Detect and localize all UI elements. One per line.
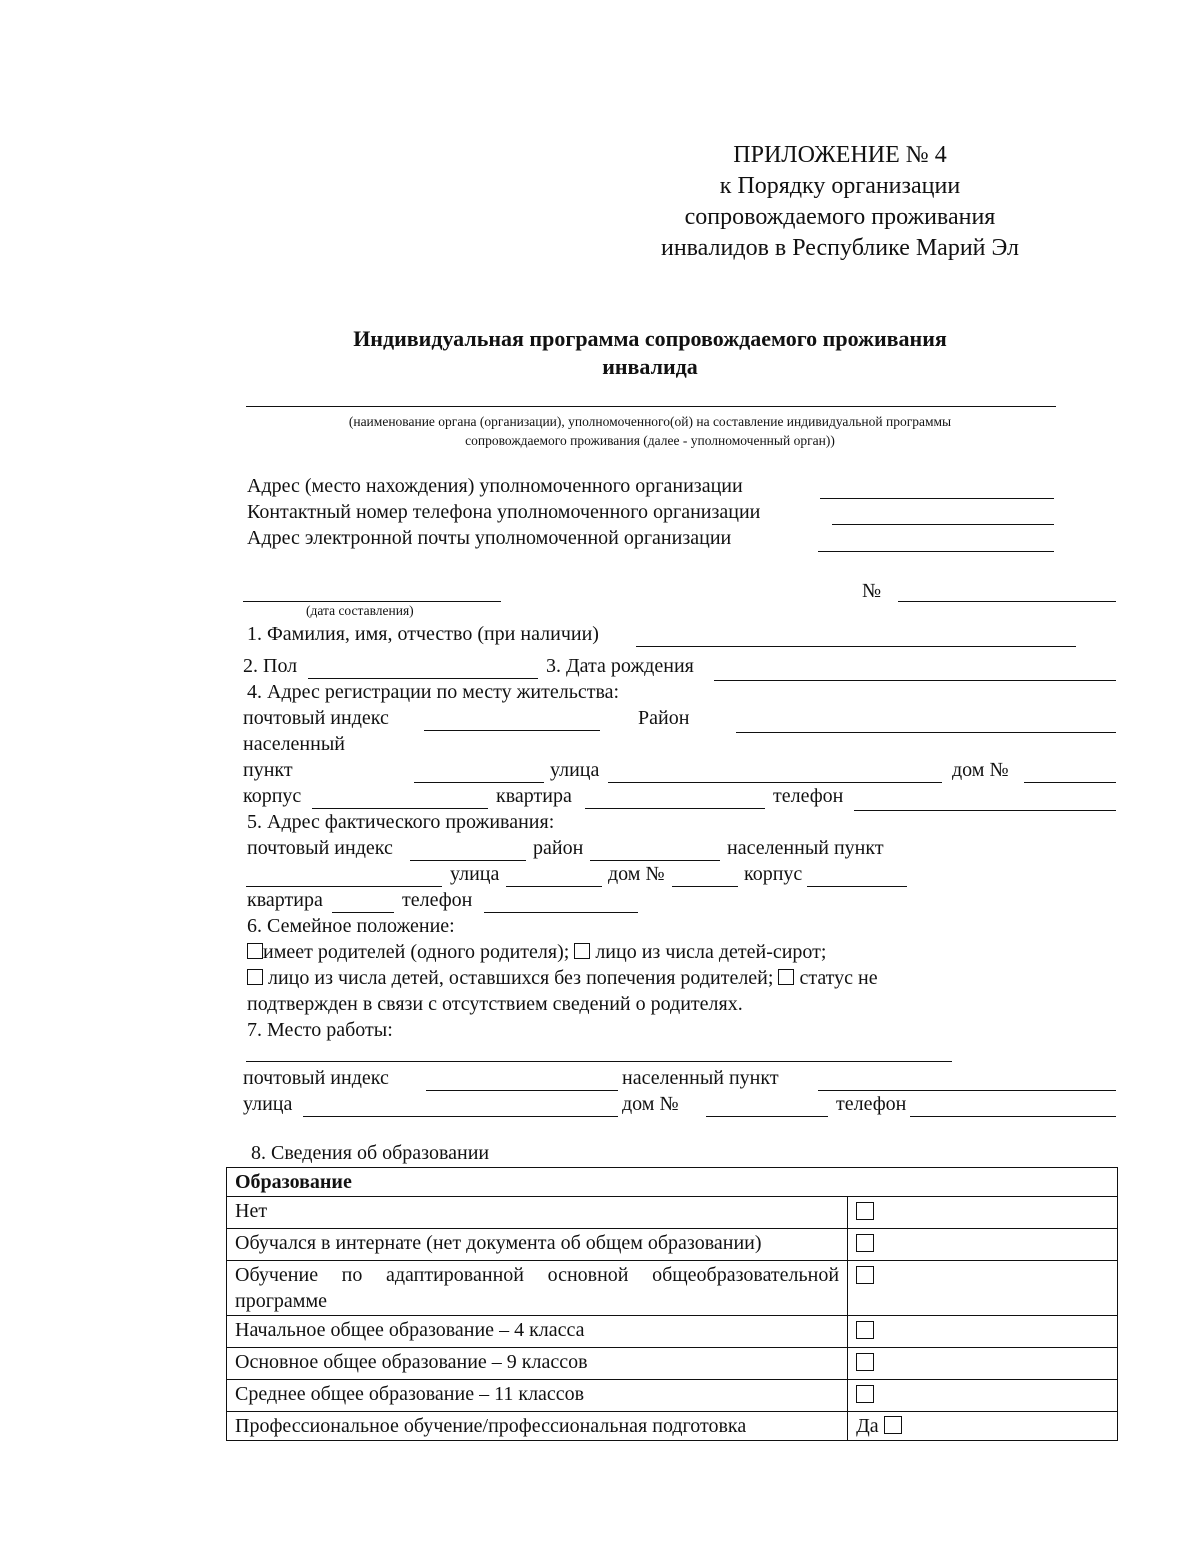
reg-address-label: 4. Адрес регистрации по месту жительства: — [247, 681, 620, 703]
education-secondary-checkbox[interactable] — [856, 1385, 874, 1403]
number-field[interactable] — [898, 601, 1116, 602]
reg-settlement-label-a: населенный — [243, 733, 345, 755]
date-caption: (дата составления) — [306, 603, 414, 618]
education-none-checkbox[interactable] — [856, 1202, 874, 1220]
fact-house-label: дом № — [608, 863, 665, 885]
education-option-label: Среднее общее образование – 11 классов — [227, 1380, 848, 1412]
education-table-header-row — [227, 1168, 1118, 1197]
org-address-field[interactable] — [820, 498, 1054, 499]
fio-label: 1. Фамилия, имя, отчество (при наличии) — [247, 623, 599, 645]
education-primary-checkbox[interactable] — [856, 1321, 874, 1339]
document-title — [240, 325, 1060, 381]
reg-building-label: корпус — [243, 785, 302, 807]
family-no-care-label: лицо из числа детей, оставшихся без попечения родителей; — [268, 967, 774, 989]
education-boarding-checkbox[interactable] — [856, 1234, 874, 1252]
reg-district-field[interactable] — [736, 732, 1116, 733]
reg-district-label: Район — [638, 707, 690, 729]
reg-street-label: улица — [550, 759, 600, 781]
work-phone-field[interactable] — [910, 1116, 1116, 1117]
fact-building-label: корпус — [744, 863, 803, 885]
education-option-cell — [848, 1229, 1118, 1261]
fact-apartment-label: квартира — [247, 889, 323, 911]
work-name-field[interactable] — [246, 1061, 952, 1062]
education-option-label: Основное общее образование – 9 классов — [227, 1348, 848, 1380]
org-caption-line2: сопровождаемого проживания (далее - уполномоченный орган)) — [465, 433, 835, 448]
work-settlement-label: населенный пункт — [622, 1067, 779, 1089]
education-table-header: Образование — [227, 1168, 1118, 1197]
family-no-care-checkbox[interactable] — [247, 969, 263, 985]
birth-field[interactable] — [714, 680, 1116, 681]
reg-apartment-label: квартира — [496, 785, 572, 807]
table-row — [227, 1197, 1118, 1229]
education-option-cell — [848, 1316, 1118, 1348]
table-row — [227, 1380, 1118, 1412]
appendix-number: ПРИЛОЖЕНИЕ № 4 — [733, 142, 947, 168]
reg-street-field[interactable] — [608, 782, 942, 783]
fact-house-field[interactable] — [672, 886, 738, 887]
appendix-header — [630, 140, 1050, 264]
education-option-label — [227, 1261, 848, 1316]
appendix-line4: инвалидов в Республике Марий Эл — [660, 235, 1020, 261]
education-option-label: Обучался в интернате (нет документа об общем образовании) — [227, 1229, 848, 1261]
reg-apartment-field[interactable] — [585, 808, 765, 809]
education-option-label: Нет — [227, 1197, 848, 1229]
reg-settlement-label-b: пункт — [243, 759, 293, 781]
work-postal-field[interactable] — [426, 1090, 618, 1091]
fact-address-label: 5. Адрес фактического проживания: — [247, 811, 555, 833]
family-row-1 — [247, 941, 826, 964]
education-option-cell — [848, 1348, 1118, 1380]
sex-field[interactable] — [308, 678, 538, 679]
work-postal-label: почтовый индекс — [243, 1067, 389, 1089]
education-option-cell — [848, 1197, 1118, 1229]
education-professional-yes-label: Да — [856, 1415, 879, 1437]
reg-postal-label: почтовый индекс — [243, 707, 389, 729]
fact-phone-label: телефон — [402, 889, 473, 911]
fact-apartment-field[interactable] — [332, 912, 394, 913]
fact-postal-label: почтовый индекс — [247, 837, 393, 859]
fio-field[interactable] — [636, 646, 1076, 647]
education-professional-checkbox[interactable] — [884, 1416, 902, 1434]
education-label: 8. Сведения об образовании — [251, 1142, 490, 1164]
work-street-field[interactable] — [303, 1116, 618, 1117]
reg-phone-field[interactable] — [854, 810, 1116, 811]
family-parents-label: имеет родителей (одного родителя); — [263, 941, 570, 963]
work-settlement-field[interactable] — [818, 1090, 1116, 1091]
education-table — [226, 1167, 1118, 1441]
fact-street-field[interactable] — [506, 886, 602, 887]
fact-settlement-field[interactable] — [246, 886, 442, 887]
work-street-label: улица — [243, 1093, 293, 1115]
education-option-label: Профессиональное обучение/профессиональная подготовка — [227, 1412, 848, 1441]
table-row — [227, 1229, 1118, 1261]
fact-street-label: улица — [450, 863, 500, 885]
number-sign: № — [862, 580, 882, 602]
document-title-line1: Индивидуальная программа сопровождаемого проживания — [353, 326, 947, 351]
family-unconfirmed-checkbox[interactable] — [778, 969, 794, 985]
education-adapted-label-2: программе — [235, 1290, 327, 1312]
family-row-2 — [247, 967, 878, 990]
reg-phone-label: телефон — [773, 785, 844, 807]
reg-settlement-field[interactable] — [414, 782, 544, 783]
reg-house-field[interactable] — [1024, 782, 1116, 783]
reg-building-field[interactable] — [312, 808, 488, 809]
reg-postal-field[interactable] — [424, 730, 600, 731]
family-orphan-checkbox[interactable] — [574, 943, 590, 959]
work-label: 7. Место работы: — [247, 1019, 393, 1041]
appendix-line2: к Порядку организации — [719, 173, 961, 199]
reg-house-label: дом № — [952, 759, 1009, 781]
org-email-label: Адрес электронной почты уполномоченной организации — [247, 527, 732, 549]
table-row — [227, 1412, 1118, 1441]
education-adapted-checkbox[interactable] — [856, 1266, 874, 1284]
fact-district-field[interactable] — [590, 860, 720, 861]
org-caption-line1: (наименование органа (организации), уполномоченного(ой) на составление индивидуальной программы — [348, 414, 952, 429]
table-row — [227, 1261, 1118, 1316]
work-phone-label: телефон — [836, 1093, 907, 1115]
family-unconfirmed-label-a: статус не — [799, 967, 878, 989]
education-adapted-label-1: Обучение по адаптированной основной общеобразовательной — [235, 1264, 840, 1286]
family-label: 6. Семейное положение: — [247, 915, 455, 937]
org-name-line[interactable] — [246, 406, 1056, 407]
org-phone-field[interactable] — [832, 524, 1054, 525]
fact-district-label: район — [533, 837, 584, 859]
family-orphan-label: лицо из числа детей-сирот; — [595, 941, 827, 963]
org-address-label: Адрес (место нахождения) уполномоченного организации — [247, 475, 743, 497]
family-parents-checkbox[interactable] — [247, 943, 263, 959]
education-option-cell — [848, 1380, 1118, 1412]
table-row — [227, 1348, 1118, 1380]
work-house-label: дом № — [622, 1093, 679, 1115]
birth-label: 3. Дата рождения — [546, 655, 694, 677]
org-email-field[interactable] — [818, 551, 1054, 552]
fact-building-field[interactable] — [807, 886, 907, 887]
appendix-line3: сопровождаемого проживания — [684, 204, 996, 230]
fact-postal-field[interactable] — [410, 860, 526, 861]
fact-settlement-label: населенный пункт — [727, 837, 884, 859]
date-field[interactable] — [243, 601, 501, 602]
education-option-label: Начальное общее образование – 4 класса — [227, 1316, 848, 1348]
education-option-cell — [848, 1412, 1118, 1441]
document-title-line2: инвалида — [602, 354, 698, 379]
org-phone-label: Контактный номер телефона уполномоченного организации — [247, 501, 761, 523]
table-row — [227, 1316, 1118, 1348]
sex-label: 2. Пол — [243, 655, 298, 677]
org-name-caption — [240, 412, 1060, 450]
work-house-field[interactable] — [706, 1116, 828, 1117]
family-unconfirmed-label-b: подтвержден в связи с отсутствием сведений о родителях. — [247, 993, 743, 1015]
fact-phone-field[interactable] — [484, 912, 638, 913]
education-option-cell — [848, 1261, 1118, 1316]
education-basic-checkbox[interactable] — [856, 1353, 874, 1371]
